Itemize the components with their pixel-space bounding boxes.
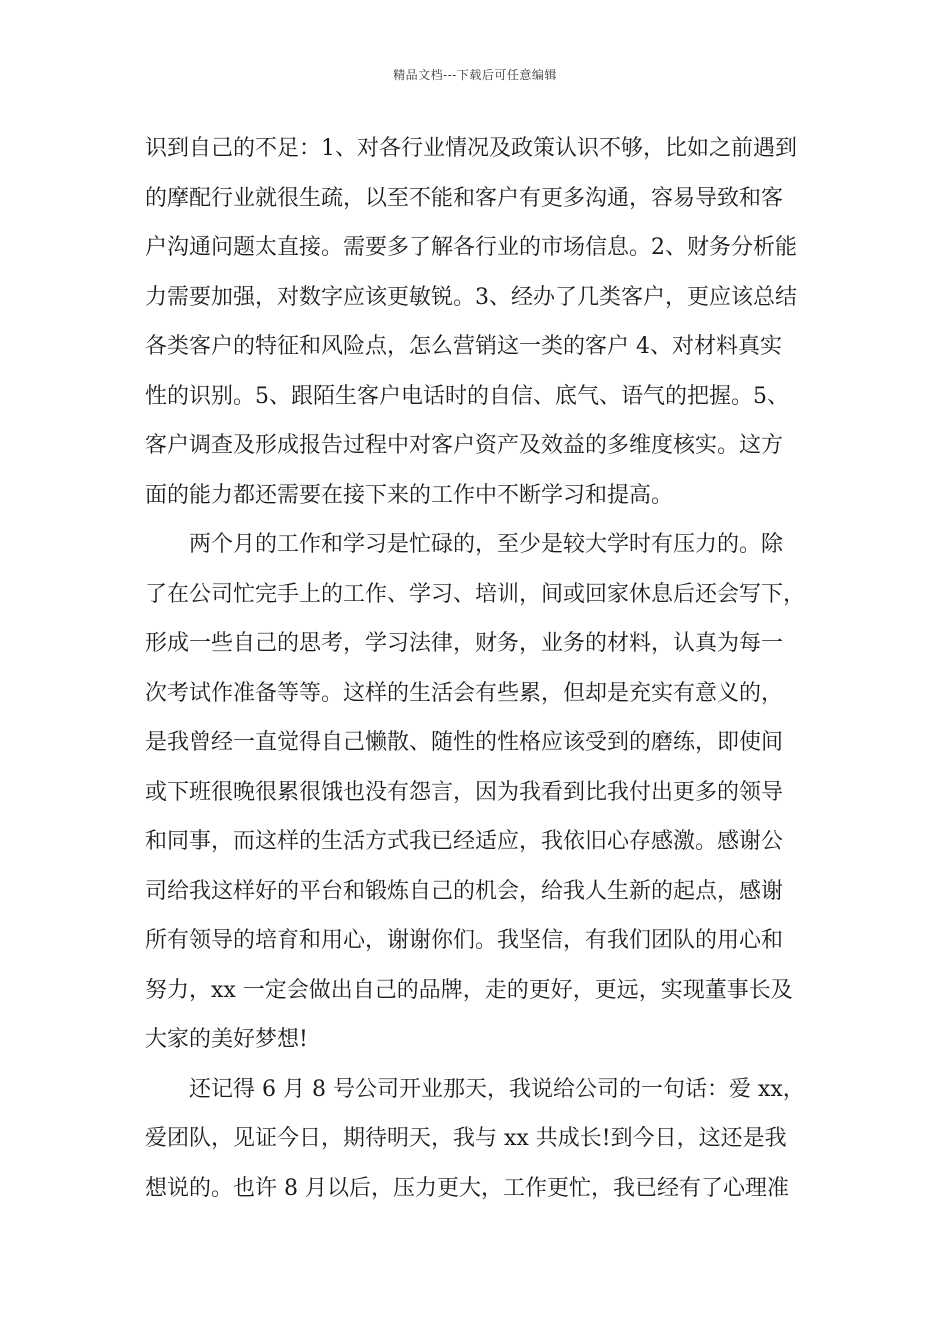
text-line: 次考试作准备等等。这样的生活会有些累，但却是充实有意义的， — [145, 680, 784, 706]
text-line: 所有领导的培育和用心，谢谢你们。我坚信，有我们团队的用心和 — [145, 928, 784, 953]
text-line: 和同事，而这样的生活方式我已经适应，我依旧心存感激。感谢公 — [145, 829, 784, 854]
paragraph-2 — [145, 520, 813, 1065]
text-line: 识到自己的不足：1、对各行业情况及政策认识不够，比如之前遇到 — [145, 136, 797, 161]
paragraph-3 — [145, 1065, 813, 1214]
text-line: 的摩配行业就很生疏，以至不能和客户有更多沟通，容易导致和客 — [145, 185, 784, 211]
text-line: 大家的美好梦想! — [145, 1027, 308, 1052]
text-line: 户沟通问题太直接。需要多了解各行业的市场信息。2、财务分析能 — [145, 235, 797, 260]
text-line: 司给我这样好的平台和锻炼自己的机会，给我人生新的起点，感谢 — [145, 878, 784, 904]
text-line: 了在公司忙完手上的工作、学习、培训，间或回家休息后还会写下， — [145, 581, 806, 607]
page-header: 精品文档---下载后可任意编辑 — [393, 68, 557, 82]
text-line: 爱团队，见证今日，期待明天，我与 xx 共成长!到今日，这还是我 — [145, 1126, 787, 1151]
paragraph-1 — [145, 124, 813, 520]
text-line: 客户调查及形成报告过程中对客户资产及效益的多维度核实。这方 — [145, 433, 784, 458]
text-line: 或下班很晚很累很饿也没有怨言，因为我看到比我付出更多的领导 — [145, 779, 784, 805]
text-line: 还记得 6 月 8 号公司开业那天，我说给公司的一句话：爱 xx， — [189, 1076, 805, 1102]
text-line: 力需要加强，对数字应该更敏锐。3、经办了几类客户，更应该总结 — [145, 284, 797, 310]
text-line: 两个月的工作和学习是忙碌的，至少是较大学时有压力的。除 — [189, 532, 784, 557]
text-line: 面的能力都还需要在接下来的工作中不断学习和提高。 — [145, 482, 674, 508]
text-line: 想说的。也许 8 月以后，压力更大，工作更忙，我已经有了心理准 — [145, 1175, 789, 1201]
text-line: 性的识别。5、跟陌生客户电话时的自信、底气、语气的把握。5、 — [145, 383, 789, 409]
text-line: 各类客户的特征和风险点，怎么营销这一类的客户 4、对材料真实 — [145, 334, 782, 359]
document-body — [145, 124, 813, 1213]
text-line: 努力，xx 一定会做出自己的品牌，走的更好，更远，实现董事长及 — [145, 977, 793, 1003]
text-line: 是我曾经一直觉得自己懒散、随性的性格应该受到的磨练，即使间 — [145, 730, 784, 755]
text-line: 形成一些自己的思考，学习法律，财务，业务的材料，认真为每一 — [145, 631, 784, 656]
